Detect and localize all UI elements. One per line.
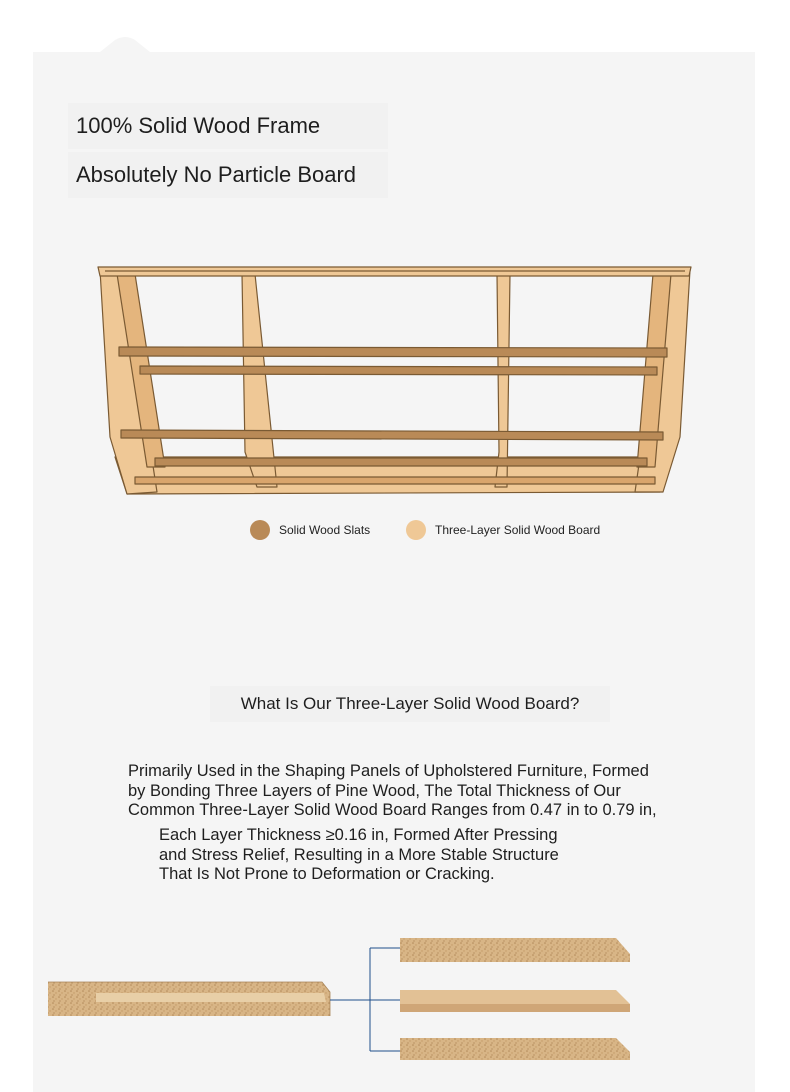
description-line: That Is Not Prone to Deformation or Cracking. [159,865,495,883]
headline-no-particle-board: Absolutely No Particle Board [68,152,388,198]
headline-solid-wood: 100% Solid Wood Frame [68,103,388,149]
description-line: Primarily Used in the Shaping Panels of Upholstered Furniture, Formed [128,762,649,780]
description-line: Common Three-Layer Solid Wood Board Ranges from 0.47 in to 0.79 in, [128,801,657,819]
legend-label: Three-Layer Solid Wood Board [435,523,601,537]
description-line: by Bonding Three Layers of Pine Wood, The Total Thickness of Our [128,781,621,800]
section-title: What Is Our Three-Layer Solid Wood Board? [210,686,610,722]
tab-notch-decoration [95,36,155,56]
description-paragraph-a [128,762,657,821]
description-line: Each Layer Thickness ≥0.16 in, Formed After Pressing [159,826,558,844]
legend-swatch-light [406,520,426,540]
description-paragraph-b [159,826,559,885]
description-line: and Stress Relief, Resulting in a More Stable Structure [159,845,559,864]
sofa-frame-illustration [95,262,695,507]
legend-label: Solid Wood Slats [279,523,371,537]
material-legend [250,519,630,543]
legend-item-three-layer-board [406,519,600,541]
legend-swatch-dark [250,520,270,540]
legend-item-solid-wood-slats [250,519,370,541]
board-layers-illustration [46,930,646,1070]
